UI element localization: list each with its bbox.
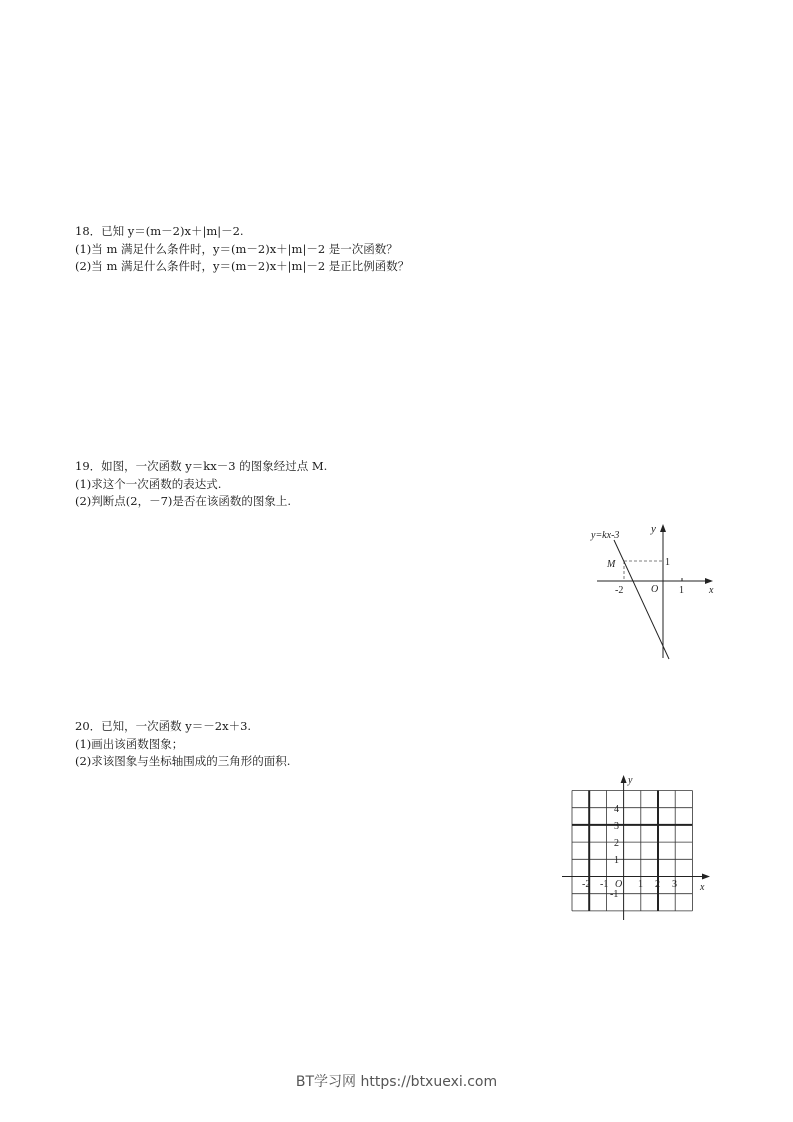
y-axis-arrow-icon xyxy=(621,775,627,783)
x-axis-arrow-icon xyxy=(702,874,710,880)
x-tick-neg1: -1 xyxy=(600,879,609,890)
question-18-part-1: (1)当 m 满足什么条件时，y＝(m－2)x＋|m|－2 是一次函数？ xyxy=(75,241,398,256)
function-line xyxy=(614,540,669,659)
x-axis-label: x xyxy=(700,882,705,893)
question-20-part-1: (1)画出该函数图象； xyxy=(75,736,184,751)
x-axis-label: x xyxy=(709,585,714,596)
question-20-part-2: (2)求该图象与坐标轴围成的三角形的面积. xyxy=(75,754,291,768)
y-axis-arrow-icon xyxy=(660,524,666,532)
x-tick-label-neg2: -2 xyxy=(615,585,624,596)
y-tick-1: 1 xyxy=(614,855,619,866)
y-tick-3: 3 xyxy=(614,821,619,832)
question-20 xyxy=(75,718,290,771)
y-axis-label: y xyxy=(651,523,656,535)
question-19-part-1: (1)求这个一次函数的表达式. xyxy=(75,476,222,491)
y-tick-2: 2 xyxy=(614,838,619,849)
question-18 xyxy=(75,223,409,276)
line-label: y=kx-3 xyxy=(591,530,620,541)
y-tick-label-1: 1 xyxy=(665,557,670,568)
question-18-stem: 18．已知 y＝(m－2)x＋|m|－2. xyxy=(75,224,244,238)
y-axis-label: y xyxy=(628,775,633,786)
x-tick-neg2: -2 xyxy=(582,879,591,890)
x-tick-label-1: 1 xyxy=(679,585,684,596)
origin-label: O xyxy=(651,584,659,595)
figure-19-graph xyxy=(585,518,720,663)
x-tick-3: 3 xyxy=(672,879,677,890)
question-19-part-2: (2)判断点(2，－7)是否在该函数的图象上. xyxy=(75,494,292,508)
grid-bold-lines xyxy=(572,791,692,911)
y-tick-neg1: -1 xyxy=(610,889,619,900)
point-m-label: M xyxy=(607,559,616,570)
question-18-part-2: (2)当 m 满足什么条件时，y＝(m－2)x＋|m|－2 是正比例函数？ xyxy=(75,259,410,273)
x-axis-arrow-icon xyxy=(705,578,713,584)
figure-20-grid xyxy=(560,772,720,924)
origin-label: O xyxy=(615,879,623,890)
question-20-stem: 20．已知，一次函数 y＝－2x＋3. xyxy=(75,719,252,733)
question-19-stem: 19．如图，一次函数 y＝kx－3 的图象经过点 M. xyxy=(75,459,328,473)
question-19 xyxy=(75,458,327,511)
footer-watermark: BT学习网 https://btxuexi.com xyxy=(295,1074,498,1090)
x-tick-1: 1 xyxy=(638,879,643,890)
y-tick-4: 4 xyxy=(614,804,619,815)
x-tick-2: 2 xyxy=(655,879,660,890)
